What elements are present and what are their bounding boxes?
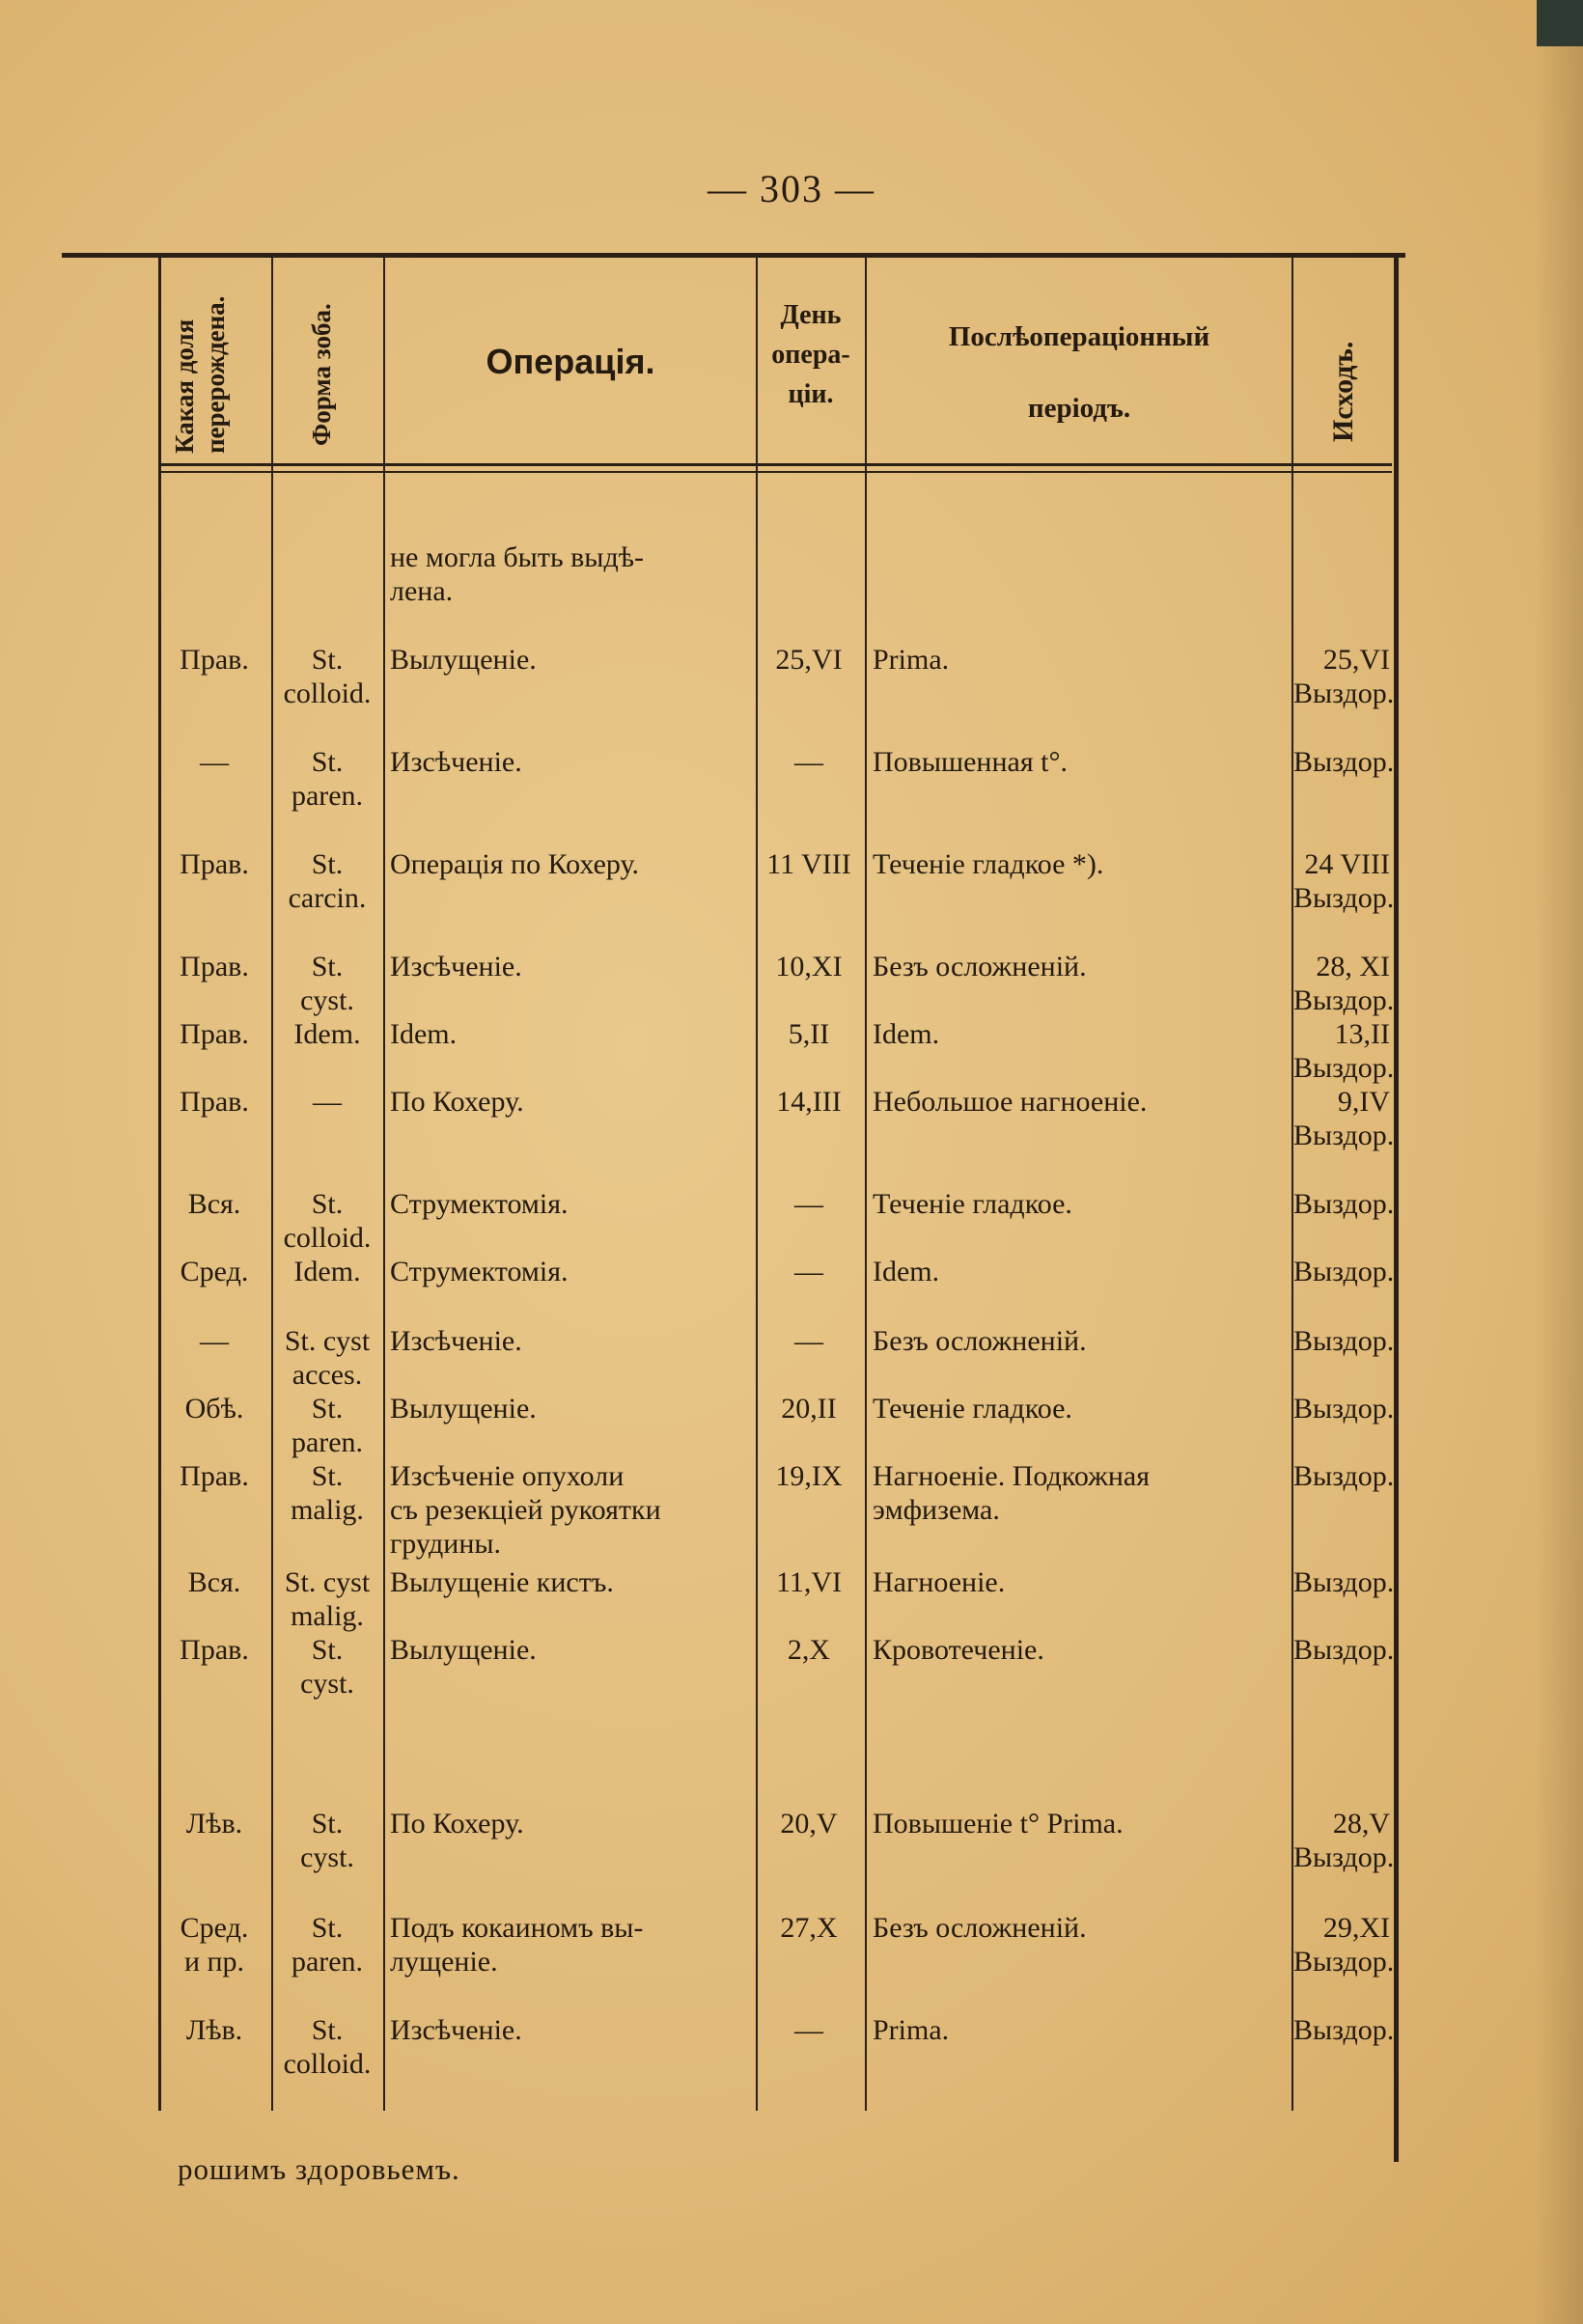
cell-forma: St. malig.: [291, 1460, 364, 1526]
cell-dolya: Прав.: [180, 644, 249, 676]
cell-operation: Вылущеніе кистъ.: [390, 1566, 614, 1598]
header-den: День опера- ціи.: [771, 300, 850, 409]
cell-dolya: Вся.: [187, 1566, 241, 1598]
cell-den: 11,VI: [775, 1566, 843, 1598]
cell-ishod: 28, XI Выздор.: [1293, 951, 1395, 1016]
cell-den: —: [794, 1188, 823, 1220]
cell-ishod: Выздор.: [1293, 1566, 1395, 1598]
cell-postop: Теченіе гладкое.: [873, 1393, 1072, 1425]
cell-ishod: Выздор.: [1293, 746, 1395, 778]
cell-forma: St. paren.: [291, 1393, 364, 1458]
cell-operation: Изсѣченіе.: [390, 951, 522, 982]
cell-postop: Безъ осложненій.: [873, 1912, 1087, 1944]
cell-operation: Изсѣченіе.: [390, 746, 522, 778]
header-postop: Послѣопераціонный періодъ.: [948, 321, 1210, 424]
cell-operation: По Кохеру.: [390, 1086, 524, 1118]
cell-dolya: Вся.: [187, 1188, 241, 1220]
cell-ishod: Выздор.: [1293, 2014, 1395, 2046]
cell-postop: Теченіе гладкое *).: [873, 848, 1104, 880]
cell-operation: По Кохеру.: [390, 1808, 524, 1840]
cell-ishod: 9,IV Выздор.: [1293, 1086, 1395, 1151]
cell-den: —: [794, 1325, 823, 1357]
cell-ishod: Выздор.: [1293, 1393, 1395, 1425]
cell-den: —: [794, 2014, 823, 2046]
cell-postop: Безъ осложненій.: [873, 951, 1087, 982]
cell-postop: Повышенная t°.: [873, 746, 1068, 778]
footer-text: рошимъ здоровьемъ.: [178, 2152, 460, 2186]
cell-ishod: 24 VIII Выздор.: [1293, 848, 1395, 914]
cell-dolya: —: [200, 746, 229, 778]
cell-postop: Idem.: [873, 1018, 940, 1050]
cell-ishod: Выздор.: [1293, 1325, 1395, 1357]
cell-operation: Вылущеніе.: [390, 1393, 537, 1425]
cell-postop: Prima.: [873, 2014, 950, 2046]
cell-forma: St. cyst.: [300, 1634, 354, 1700]
book-spine-shadow: [1535, 0, 1583, 2324]
cell-forma: St. colloid.: [283, 2014, 372, 2080]
cell-forma: St. colloid.: [283, 1188, 372, 1254]
cell-forma: St. cyst.: [300, 1808, 354, 1873]
cell-dolya: Обѣ.: [184, 1393, 244, 1425]
cell-den: 19,IX: [775, 1460, 843, 1492]
col-rule-2: [271, 258, 273, 2111]
cell-den: 10,XI: [775, 951, 843, 982]
cell-forma: —: [313, 1086, 342, 1118]
cell-operation: Изсѣченіе.: [390, 2014, 522, 2046]
cell-postop: Нагноеніе.: [873, 1566, 1006, 1598]
cell-operation: Вылущеніе.: [390, 644, 537, 676]
cell-postop: Prima.: [873, 644, 950, 676]
header-operation: Операція.: [486, 342, 655, 381]
cell-den: 11 VIII: [766, 848, 851, 880]
cell-postop: Idem.: [873, 1256, 940, 1287]
cell-den: 20,V: [780, 1808, 838, 1840]
cell-den: 27,X: [780, 1912, 838, 1944]
cell-dolya: Сред.: [180, 1256, 249, 1287]
header-bottom-rule: [160, 463, 1392, 466]
cell-dolya: Прав.: [180, 848, 249, 880]
cell-dolya: Сред. и пр.: [180, 1912, 249, 1978]
binding-corner: [1537, 0, 1583, 46]
col-rule-4: [756, 258, 758, 2111]
cell-dolya: Прав.: [180, 1086, 249, 1118]
cell-forma: Idem.: [293, 1256, 361, 1287]
cell-den: —: [794, 746, 823, 778]
cell-operation: Подъ кокаиномъ вы- лущеніе.: [390, 1912, 644, 1978]
cell-den: 5,II: [788, 1018, 830, 1050]
cell-postop: Теченіе гладкое.: [873, 1188, 1072, 1220]
cell-forma: St. paren.: [291, 1912, 364, 1978]
cell-dolya: Прав.: [180, 1460, 249, 1492]
cell-ishod: Выздор.: [1293, 1460, 1395, 1492]
cell-forma: Idem.: [293, 1018, 361, 1050]
header-forma: Форма зоба.: [307, 303, 336, 446]
col-rule-5: [865, 258, 867, 2111]
cell-forma: St. cyst malig.: [284, 1566, 371, 1632]
cell-ishod: 28,V Выздор.: [1293, 1808, 1395, 1873]
cell-ishod: 13,II Выздор.: [1293, 1018, 1395, 1084]
cell-forma: St. colloid.: [283, 644, 372, 709]
cell-den: 2,X: [787, 1634, 831, 1666]
cell-operation: Операція по Кохеру.: [390, 848, 640, 880]
cell-den: 20,II: [781, 1393, 837, 1425]
cell-dolya: —: [200, 1325, 229, 1357]
table-right-rule: [1394, 253, 1399, 2162]
cell-dolya: Прав.: [180, 1634, 249, 1666]
cell-operation: Струмектомія.: [390, 1188, 569, 1220]
cell-operation: не могла быть выдѣ- лена.: [390, 541, 644, 607]
header-ishod: Исходъ.: [1327, 341, 1359, 442]
cell-postop: Повышеніе t° Prima.: [873, 1808, 1124, 1840]
cell-postop: Безъ осложненій.: [873, 1325, 1087, 1357]
cell-forma: St. cyst acces.: [284, 1325, 371, 1391]
cell-den: 14,III: [776, 1086, 842, 1118]
cell-forma: St. paren.: [291, 746, 364, 812]
page-number: — 303 —: [708, 167, 875, 210]
cell-den: —: [794, 1256, 823, 1287]
cell-dolya: Прав.: [180, 951, 249, 982]
table-top-rule: [62, 253, 1405, 258]
cell-ishod: Выздор.: [1293, 1634, 1395, 1666]
cell-forma: St. cyst.: [300, 951, 354, 1016]
cell-ishod: Выздор.: [1293, 1188, 1395, 1220]
col-rule-3: [383, 258, 385, 2111]
cell-dolya: Лѣв.: [185, 2014, 243, 2046]
cell-operation: Вылущеніе.: [390, 1634, 537, 1666]
cell-den: 25,VI: [775, 644, 843, 676]
cell-ishod: 25,VI Выздор.: [1293, 644, 1395, 709]
cell-dolya: Прав.: [180, 1018, 249, 1050]
cell-postop: Кровотеченіе.: [873, 1634, 1044, 1666]
cell-postop: Нагноеніе. Подкожная эмфизема.: [873, 1460, 1150, 1526]
cell-operation: Изсѣченіе опухоли съ резекціей рукоятки грудины.: [390, 1460, 661, 1560]
cell-ishod: 29,XI Выздор.: [1293, 1912, 1395, 1978]
cell-dolya: Лѣв.: [185, 1808, 243, 1840]
cell-forma: St. carcin.: [288, 848, 367, 914]
cell-operation: Струмектомія.: [390, 1256, 569, 1287]
header-dolya: Какая доля перерождена.: [170, 295, 230, 454]
cell-ishod: Выздор.: [1293, 1256, 1395, 1287]
cell-operation: Idem.: [390, 1018, 458, 1050]
header-bottom-rule-2: [160, 471, 1392, 473]
cell-operation: Изсѣченіе.: [390, 1325, 522, 1357]
cell-postop: Небольшое нагноеніе.: [873, 1086, 1148, 1118]
